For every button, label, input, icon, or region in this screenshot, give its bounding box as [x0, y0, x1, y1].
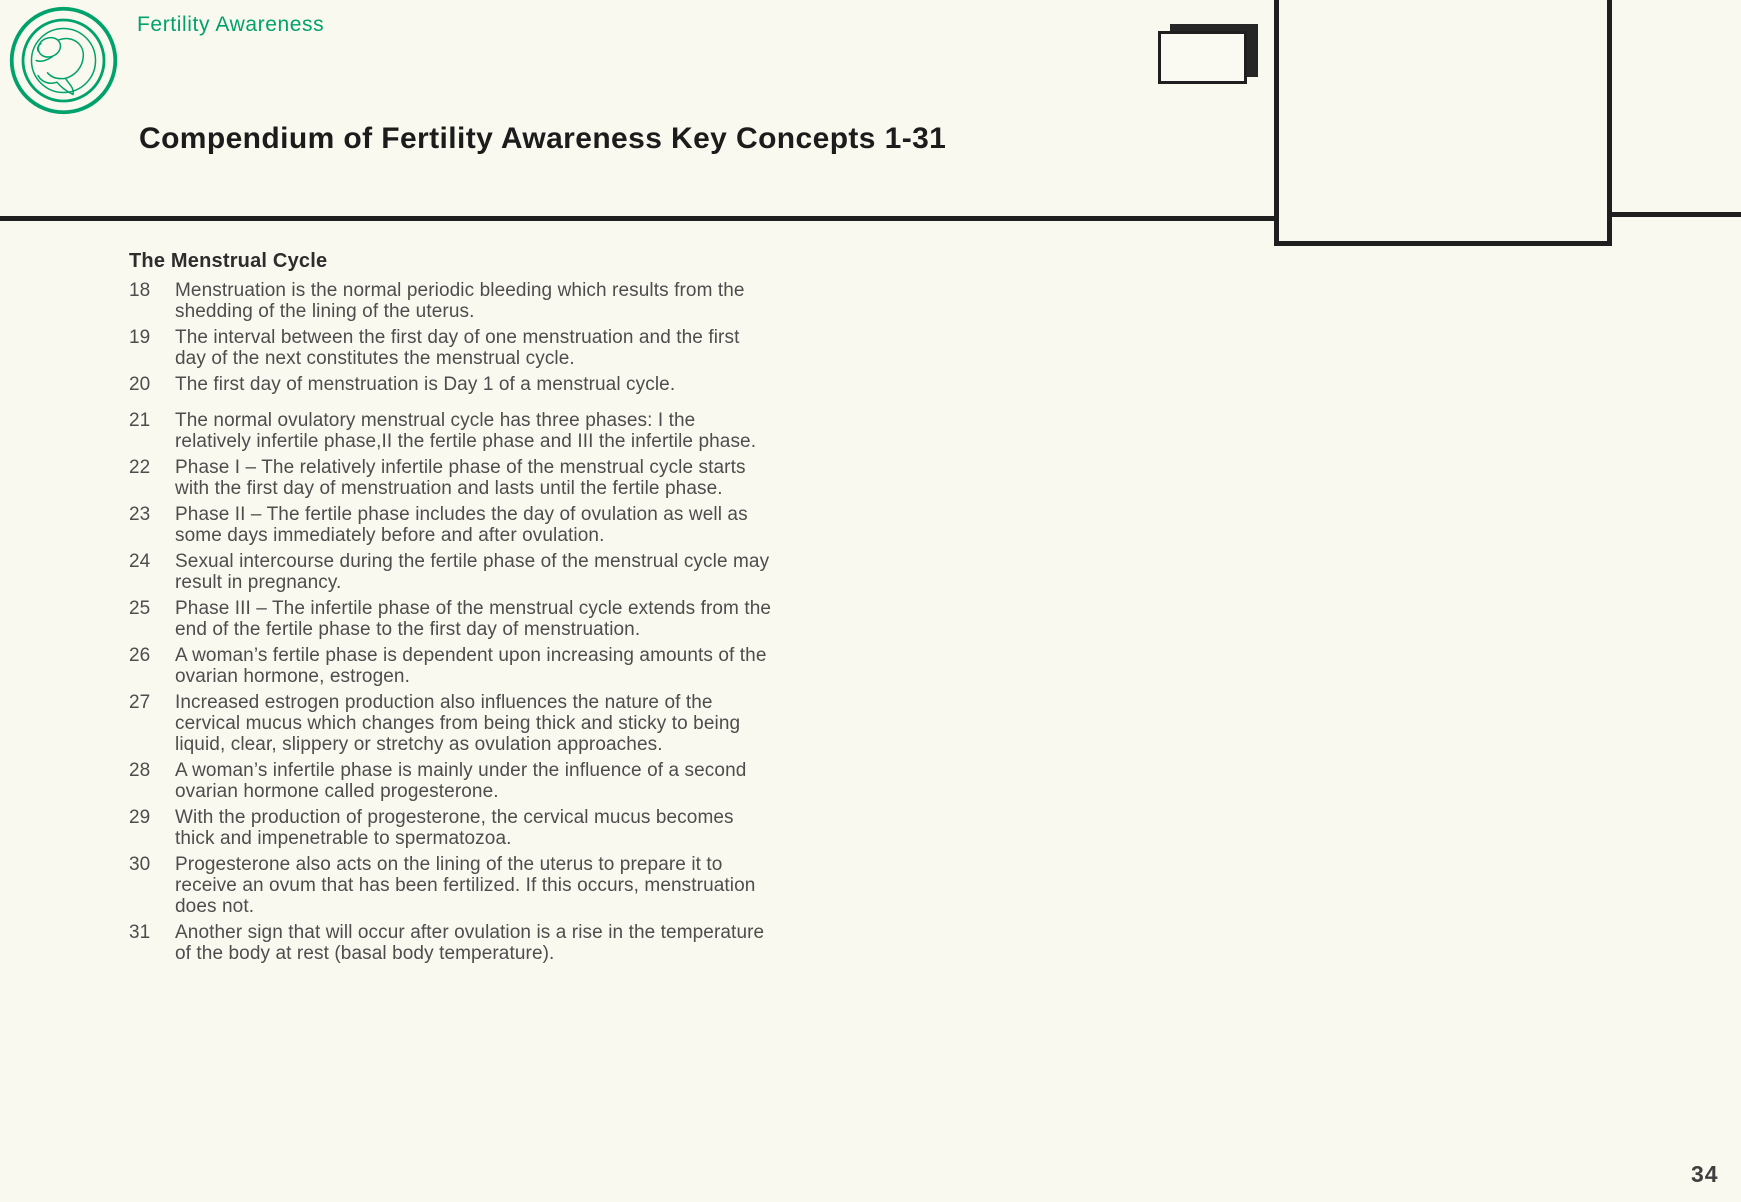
list-item-number: 29 — [129, 807, 151, 828]
list-item — [129, 410, 809, 452]
list-item — [129, 692, 809, 755]
list-item — [129, 280, 809, 322]
list-item-text: Phase I – The relatively infertile phase of the menstrual cycle starts with the first day of menstruation and lasts until the fertile phase. — [175, 457, 746, 499]
list-item-number: 20 — [129, 374, 151, 395]
list-item-text: Increased estrogen production also influences the nature of the cervical mucus which changes from being thick and sticky to being liquid, clear, slippery or stretchy as ovulation approaches. — [175, 692, 741, 755]
concept-list — [129, 280, 809, 964]
list-item-text: The normal ovulatory menstrual cycle has three phases: I the relatively infertile phase,II the fertile phase and III the infertile phase. — [175, 410, 757, 452]
brand-text: Fertility Awareness — [137, 13, 325, 36]
list-item-number: 19 — [129, 327, 151, 348]
list-item-number: 22 — [129, 457, 151, 478]
list-item-text: A woman’s infertile phase is mainly under the influence of a second ovarian hormone called progesterone. — [175, 760, 747, 802]
list-item-number: 21 — [129, 410, 151, 431]
list-item-text: Menstruation is the normal periodic bleeding which results from the shedding of the lining of the uterus. — [175, 280, 745, 322]
list-item-text: The first day of menstruation is Day 1 of a menstrual cycle. — [175, 374, 676, 395]
divider-rule-left — [0, 216, 1274, 221]
list-item — [129, 457, 809, 499]
list-item-number: 30 — [129, 854, 151, 875]
list-item-number: 28 — [129, 760, 151, 781]
fetus-in-concentric-circles-icon — [7, 4, 120, 117]
list-item — [129, 598, 809, 640]
corner-box — [1274, 0, 1612, 246]
list-item-text: Progesterone also acts on the lining of the uterus to prepare it to receive an ovum that has been fertilized. If this occurs, menstruation does not. — [175, 854, 756, 917]
slide-frame-front — [1158, 31, 1247, 84]
list-item — [129, 645, 809, 687]
list-item — [129, 807, 809, 849]
list-item — [129, 551, 809, 593]
section-title: The Menstrual Cycle — [129, 250, 328, 272]
content-area — [129, 250, 809, 964]
list-item-text: Phase III – The infertile phase of the menstrual cycle extends from the end of the fertile phase to the first day of menstruation. — [175, 598, 772, 640]
list-item — [129, 854, 809, 917]
divider-rule-right — [1612, 212, 1741, 217]
list-item-text: Another sign that will occur after ovulation is a rise in the temperature of the body at rest (basal body temperature). — [175, 922, 765, 964]
list-item-text: Sexual intercourse during the fertile phase of the menstrual cycle may result in pregnancy. — [175, 551, 770, 593]
list-item-number: 31 — [129, 922, 151, 943]
list-item-text: With the production of progesterone, the cervical mucus becomes thick and impenetrable to spermatozoa. — [175, 807, 734, 849]
list-item — [129, 760, 809, 802]
list-item — [129, 374, 809, 395]
list-item-text: The interval between the first day of one menstruation and the first day of the next constitutes the menstrual cycle. — [175, 327, 740, 369]
list-item-number: 18 — [129, 280, 151, 301]
page-title: Compendium of Fertility Awareness Key Concepts 1-31 — [139, 122, 947, 155]
list-item-number: 23 — [129, 504, 151, 525]
list-item-text: Phase II – The fertile phase includes the day of ovulation as well as some days immediately before and after ovulation. — [175, 504, 748, 546]
list-item-number: 24 — [129, 551, 151, 572]
page-number: 34 — [1691, 1161, 1719, 1187]
list-item-text: A woman’s fertile phase is dependent upon increasing amounts of the ovarian hormone, estrogen. — [175, 645, 767, 687]
list-item — [129, 922, 809, 964]
list-item — [129, 504, 809, 546]
list-item-number: 25 — [129, 598, 151, 619]
list-item-number: 27 — [129, 692, 151, 713]
list-item-number: 26 — [129, 645, 151, 666]
list-item — [129, 327, 809, 369]
